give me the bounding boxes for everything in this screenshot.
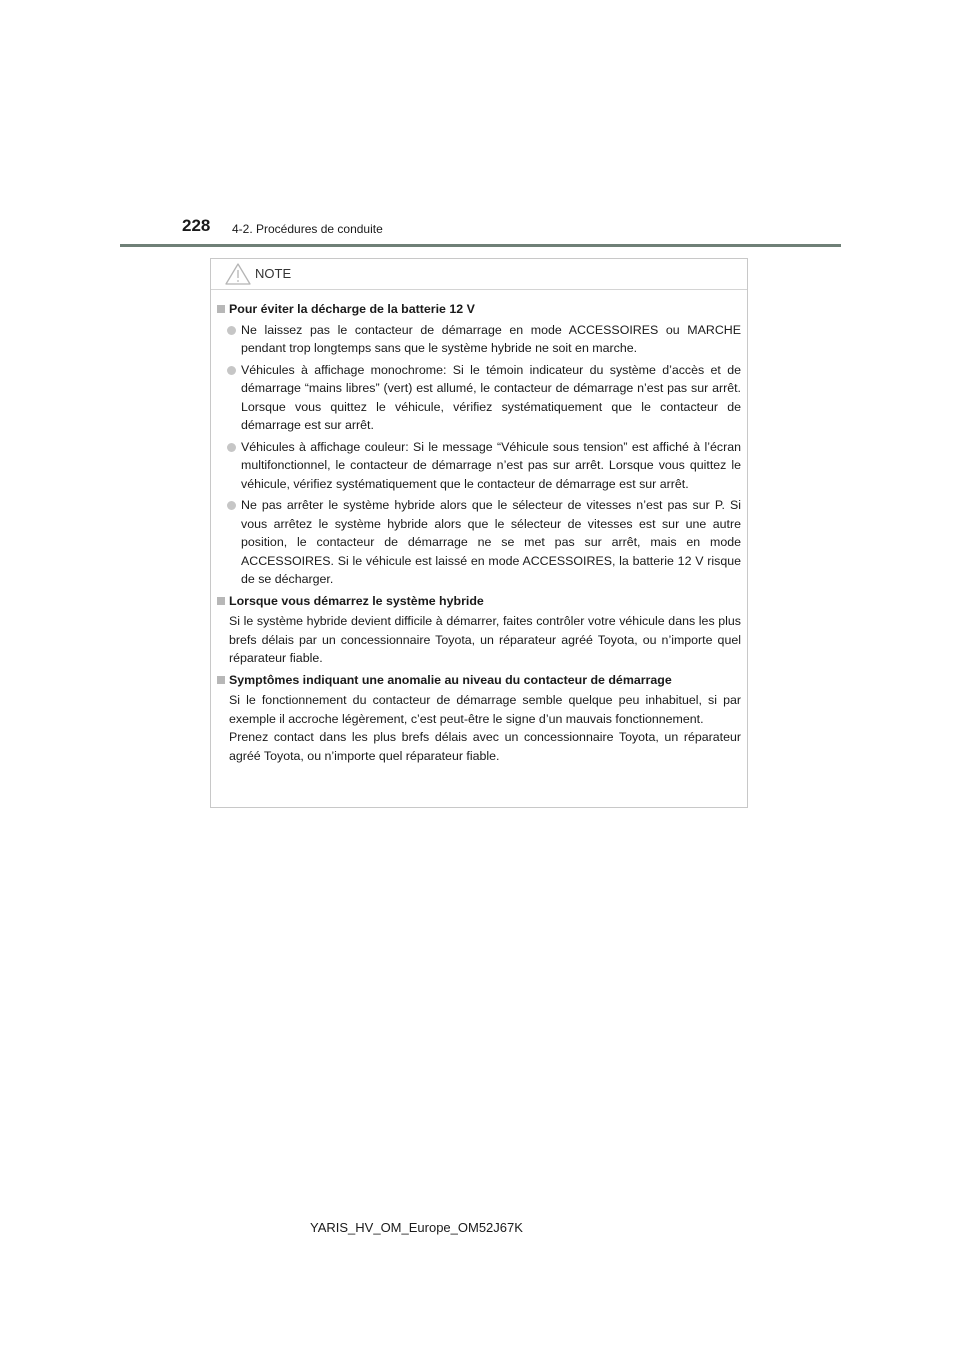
note-box — [210, 258, 748, 808]
note-section-battery — [217, 300, 741, 589]
header-rule — [120, 244, 841, 247]
list-item — [217, 438, 741, 494]
paragraph: Si le fonctionnement du contacteur de démarrage semble quelque peu inhabituel, si par exemple il accroche légèrement, c’est peut-être le signe d’un mauvais fonctionnement. — [229, 693, 741, 726]
section-heading-text: Pour éviter la décharge de la batterie 12 V — [229, 302, 475, 316]
paragraph: Prenez contact dans les plus brefs délais avec un concessionnaire Toyota, un réparateur agréé Toyota, ou n’importe quel réparateur fiable. — [229, 730, 741, 763]
list-item-text: Véhicules à affichage couleur: Si le message “Véhicule sous tension” est affiché à l’écran multifonctionnel, le contacteur de démarrage n’est pas sur arrêt. Lorsque vous quittez le véhicule, vérifiez systématiquement que le contacteur de démarrage est sur arrêt. — [241, 439, 741, 491]
list-item — [217, 496, 741, 589]
note-body — [211, 290, 747, 765]
note-label: NOTE — [255, 266, 292, 281]
section-heading-text: Symptômes indiquant une anomalie au niveau du contacteur de démarrage — [229, 672, 672, 687]
footer-document-code: YARIS_HV_OM_Europe_OM52J67K — [310, 1220, 523, 1235]
section-title: 4-2. Procédures de conduite — [232, 222, 383, 236]
list-item-text: Véhicules à affichage monochrome: Si le témoin indicateur du système d’accès et de démarrage “mains libres” (vert) est allumé, le contacteur de démarrage n’est pas sur arrêt. Lorsque vous quittez le véhicule, vérifiez systématiquement que le contacteur de démarrage est sur arrêt. — [241, 362, 741, 432]
circle-bullet-icon — [227, 443, 236, 452]
list-item-text: Ne pas arrêter le système hybride alors que le sélecteur de vitesses n’est pas sur P. Si vous arrêtez le système hybride alors que le sélecteur de vitesses est sur une autre position, le contacteur de démarrage ne se met pas sur arrêt, mais en mode ACCESSOIRES. Si le véhicule est laissé en mode ACCESSOIRES, la batterie 12 V risque de se décharger. — [241, 498, 741, 586]
square-bullet-icon — [217, 676, 225, 684]
square-bullet-icon — [217, 305, 225, 313]
list-item — [217, 321, 741, 358]
section-heading — [217, 592, 741, 611]
list-item — [217, 361, 741, 435]
note-header — [211, 259, 747, 290]
note-section-symptoms — [217, 671, 741, 766]
square-bullet-icon — [217, 597, 225, 605]
section-heading — [217, 671, 741, 690]
warning-triangle-icon — [225, 263, 251, 285]
list-item-text: Ne laissez pas le contacteur de démarrage en mode ACCESSOIRES ou MARCHE pendant trop longtemps sans que le système hybride ne soit en marche. — [241, 322, 741, 355]
section-heading — [217, 300, 741, 319]
note-section-start — [217, 592, 741, 668]
circle-bullet-icon — [227, 326, 236, 335]
circle-bullet-icon — [227, 366, 236, 375]
section-heading-text: Lorsque vous démarrez le système hybride — [229, 593, 484, 608]
circle-bullet-icon — [227, 501, 236, 510]
paragraph: Si le système hybride devient difficile à démarrer, faites contrôler votre véhicule dans les plus brefs délais par un concessionnaire Toyota, un réparateur agréé Toyota, ou n’importe quel réparateur fiable. — [229, 614, 741, 665]
page-number: 228 — [182, 216, 211, 235]
